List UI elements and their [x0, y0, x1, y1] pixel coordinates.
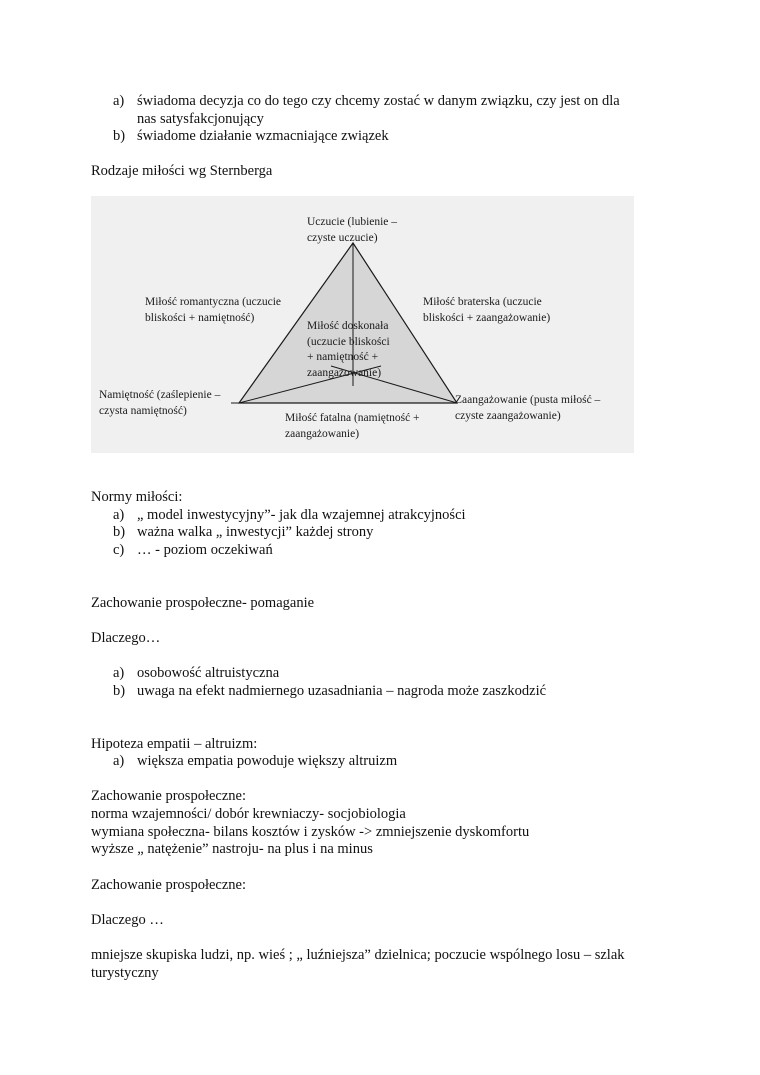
list-label: a) — [113, 753, 125, 769]
final-paragraph-line: turystyczny — [91, 965, 159, 981]
list-text: świadome działanie wzmacniające związek — [137, 128, 389, 144]
text-line: wyższe „ natężenie” nastroju- na plus i na minus — [91, 841, 373, 857]
list-label: a) — [113, 665, 125, 681]
list-label: a) — [113, 93, 125, 109]
right-vertex-label: Zaangażowanie (pusta miłość – czyste zaangażowanie) — [455, 394, 601, 422]
sternberg-triangle-figure — [91, 196, 634, 453]
prosocial-heading: Zachowanie prospołeczne: — [91, 788, 246, 804]
list-label: b) — [113, 524, 126, 540]
why-heading: Dlaczego … — [91, 912, 164, 928]
list-text: większa empatia powoduje większy altruizm — [137, 753, 398, 769]
list-label: b) — [113, 128, 126, 144]
right-edge-label: Miłość braterska (uczucie bliskości + zaangażowanie) — [423, 296, 551, 324]
final-paragraph-line: mniejsze skupiska ludzi, np. wieś ; „ luźniejsza” dzielnica; poczucie wspólnego losu – szlak — [91, 947, 625, 963]
list-text: „ model inwestycyjny”- jak dla wzajemnej atrakcyjności — [137, 507, 466, 523]
why-heading: Dlaczego… — [91, 630, 161, 646]
prosocial-heading: Zachowanie prospołeczne: — [91, 877, 246, 893]
list-text: uwaga na efekt nadmiernego uzasadniania – nagroda może zaszkodzić — [137, 683, 547, 699]
text-line: wymiana społeczna- bilans kosztów i zysków -> zmniejszenie dyskomfortu — [91, 824, 530, 840]
list-label: c) — [113, 542, 125, 558]
prosocial-heading: Zachowanie prospołeczne- pomaganie — [91, 595, 315, 611]
norms-heading: Normy miłości: — [91, 489, 183, 505]
center-label: Miłość doskonała (uczucie bliskości + namiętność + zaangażowanie) — [307, 320, 390, 379]
text-line: norma wzajemności/ dobór krewniaczy- socjobiologia — [91, 806, 406, 822]
top-vertex-label: Uczucie (lubienie – czyste uczucie) — [307, 216, 398, 244]
empathy-heading: Hipoteza empatii – altruizm: — [91, 736, 258, 752]
list-label: b) — [113, 683, 126, 699]
list-label: a) — [113, 507, 125, 523]
list-item-continuation: nas satysfakcjonujący — [137, 111, 264, 127]
list-text: … - poziom oczekiwań — [137, 542, 273, 558]
bottom-edge-label: Miłość fatalna (namiętność + zaangażowanie) — [285, 412, 420, 440]
left-edge-label: Miłość romantyczna (uczucie bliskości + namiętność) — [145, 296, 282, 324]
left-vertex-label: Namiętność (zaślepienie – czysta namiętność) — [99, 389, 221, 417]
sternberg-heading: Rodzaje miłości wg Sternberga — [91, 163, 273, 179]
list-text: osobowość altruistyczna — [137, 665, 280, 681]
list-text: ważna walka „ inwestycji” każdej strony — [137, 524, 374, 540]
list-text: świadoma decyzja co do tego czy chcemy zostać w danym związku, czy jest on dla — [137, 93, 620, 109]
